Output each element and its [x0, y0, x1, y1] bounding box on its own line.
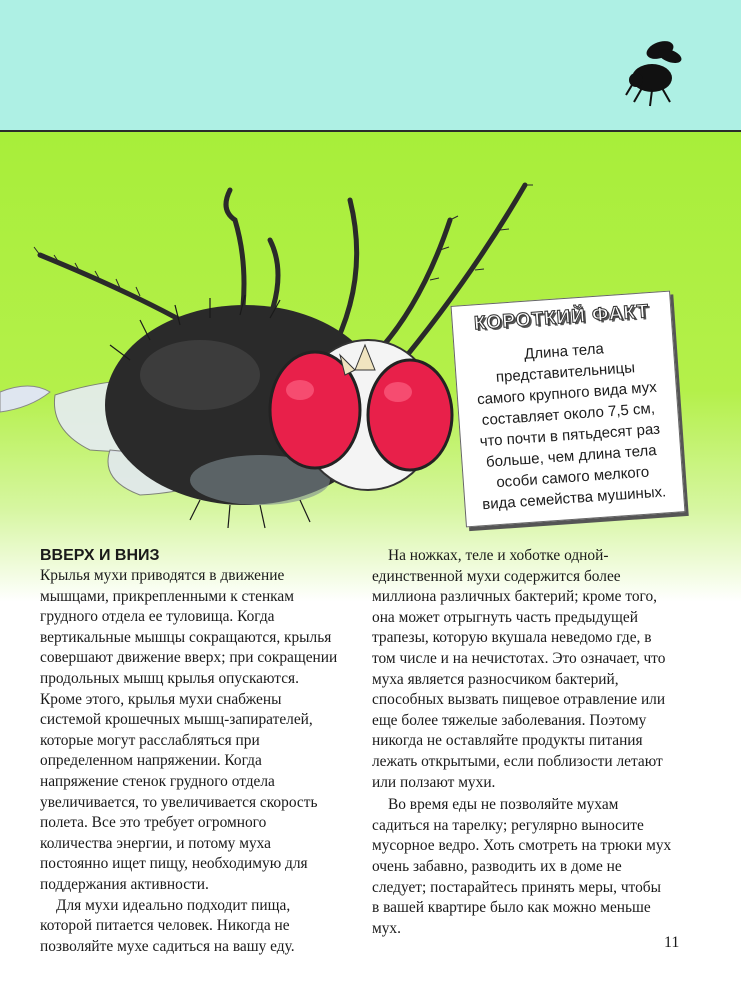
paragraph: На ножках, теле и хоботке одной-единственной мухи содержится более миллиона различных бактерий; кроме того, она может отрыгнуть часть предыдущей трапезы, которую вкушала неведомо где, в том числе и на нечистотах. Это означает, что муха является разносчиком бактерий, способных вызвать пищевое отравление или еще более тяжелые заболевания. Поэтому никогда не оставляйте продукты питания лежать открытыми, если поблизости летают или ползают мухи.: [372, 547, 666, 791]
page-number: 11: [664, 934, 680, 951]
paragraph: Для мухи идеально подходит пища, которой питается человек. Никогда не позволяйте мухе садиться на вашу еду.: [40, 896, 295, 955]
article-right-column: [372, 546, 672, 939]
short-fact-title: КОРОТКИЙ ФАКТ: [473, 301, 650, 335]
paragraph: Во время еды не позволяйте мухам садиться на тарелку; регулярно выносите мусорное ведро. Хоть смотреть на трюки мух очень забавно, разводить их в доме не следует; постарайтесь принять меры, чтобы в вашей квартире было как можно меньше мух.: [372, 796, 672, 937]
fly-silhouette-icon: [622, 40, 692, 110]
short-fact-card: [451, 291, 686, 528]
article-left-column: [40, 546, 340, 957]
paragraph: Крылья мухи приводятся в движение мышцами, прикрепленными к стенкам грудного отдела ее туловища. Когда вертикальные мышцы сокращаются, крылья совершают движение вверх; при сокращении продольных мышц крылья опускаются. Кроме этого, крылья мухи снабжены системой крошечных мышц-запирателей, которые могут расслабляться при определенном напряжении. Когда напряжение стенок грудного отдела увеличивается, то увеличивается скорость полета. Все это требует огромного количества энергии, и потому муха постоянно ищет пищу, необходимую для поддержания активности.: [40, 567, 338, 893]
short-fact-text: Длина тела представительницы самого крупного вида мух составляет около 7,5 см, что почти в пятьдесят раз больше, чем длина тела особи самого мелкого вида семейства мушиных.: [476, 340, 667, 514]
header-band: [0, 0, 741, 132]
section-heading: ВВЕРХ И ВНИЗ: [40, 547, 160, 564]
